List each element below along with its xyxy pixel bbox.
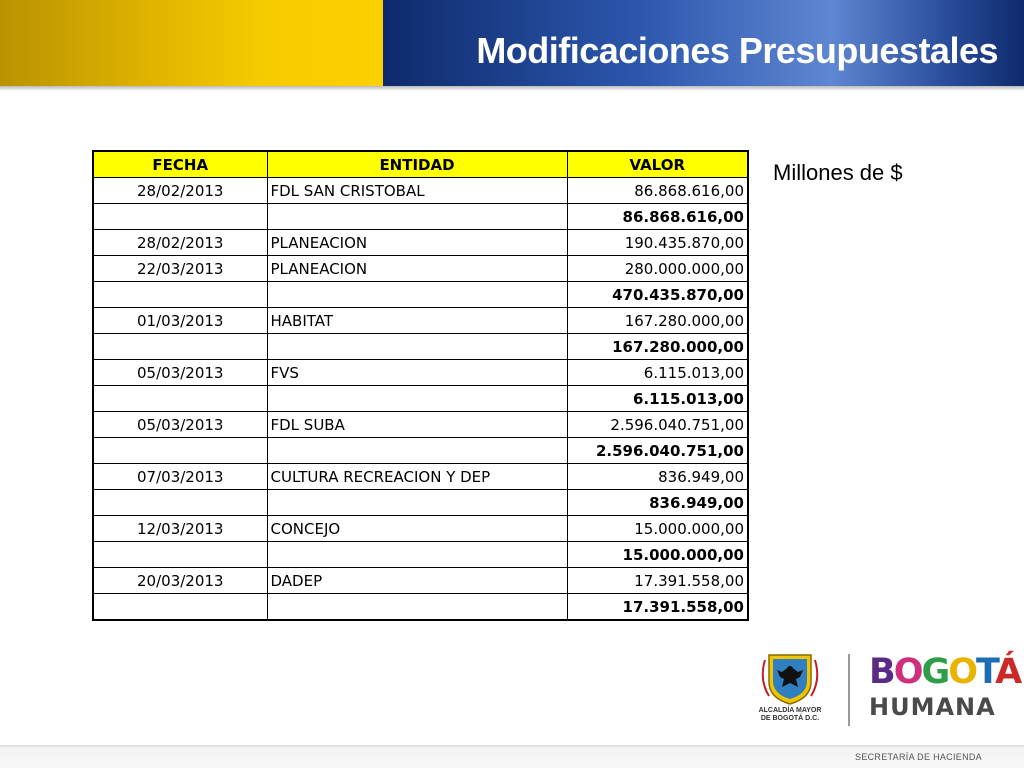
logo-divider xyxy=(848,654,850,726)
table-row xyxy=(93,256,748,282)
alcaldia-line-1: ALCALDÍA MAYOR xyxy=(758,707,822,714)
alcaldia-line-2: DE BOGOTÁ D.C. xyxy=(760,715,820,722)
bogota-coat-of-arms-icon xyxy=(755,652,825,706)
bogota-logo-letter: Á xyxy=(995,652,1021,692)
cell-fecha: 12/03/2013 xyxy=(93,516,267,542)
bogota-logo-word xyxy=(869,654,1020,690)
subtotal-row xyxy=(93,594,748,621)
cell-fecha xyxy=(93,282,267,308)
cell-entidad xyxy=(267,594,567,621)
cell-valor: 167.280.000,00 xyxy=(567,334,748,360)
page-title: Modificaciones Presupuestales xyxy=(476,30,998,71)
cell-fecha xyxy=(93,594,267,621)
cell-entidad: FDL SUBA xyxy=(267,412,567,438)
cell-fecha xyxy=(93,438,267,464)
bogota-logo-letter: B xyxy=(869,652,894,692)
cell-valor: 86.868.616,00 xyxy=(567,204,748,230)
cell-entidad: PLANEACION xyxy=(267,256,567,282)
table-body xyxy=(93,178,748,621)
cell-valor: 167.280.000,00 xyxy=(567,308,748,334)
cell-fecha: 20/03/2013 xyxy=(93,568,267,594)
bogota-logo-letter: O xyxy=(948,652,976,692)
cell-fecha: 28/02/2013 xyxy=(93,178,267,204)
subtotal-row xyxy=(93,334,748,360)
cell-fecha xyxy=(93,204,267,230)
cell-entidad: DADEP xyxy=(267,568,567,594)
subtotal-row xyxy=(93,542,748,568)
table-row xyxy=(93,308,748,334)
subtotal-row xyxy=(93,490,748,516)
cell-valor: 836.949,00 xyxy=(567,464,748,490)
cell-valor: 2.596.040.751,00 xyxy=(567,412,748,438)
table-row xyxy=(93,516,748,542)
cell-entidad xyxy=(267,282,567,308)
cell-fecha: 07/03/2013 xyxy=(93,464,267,490)
unit-note: Millones de $ xyxy=(773,160,903,185)
column-header-entidad: ENTIDAD xyxy=(267,151,567,178)
cell-entidad: FVS xyxy=(267,360,567,386)
bogota-logo-letter: G xyxy=(921,652,949,692)
subtotal-row xyxy=(93,386,748,412)
cell-entidad: HABITAT xyxy=(267,308,567,334)
header-gold-band xyxy=(0,0,383,86)
cell-valor: 15.000.000,00 xyxy=(567,516,748,542)
alcaldia-caption xyxy=(755,707,825,723)
cell-fecha xyxy=(93,542,267,568)
table-row xyxy=(93,230,748,256)
cell-valor: 190.435.870,00 xyxy=(567,230,748,256)
header-shadow xyxy=(0,86,1024,91)
cell-entidad: CULTURA RECREACION Y DEP xyxy=(267,464,567,490)
table-row xyxy=(93,360,748,386)
budget-table xyxy=(92,150,749,621)
table-row xyxy=(93,178,748,204)
cell-valor: 836.949,00 xyxy=(567,490,748,516)
cell-fecha: 01/03/2013 xyxy=(93,308,267,334)
cell-valor: 2.596.040.751,00 xyxy=(567,438,748,464)
cell-fecha: 05/03/2013 xyxy=(93,412,267,438)
table-row xyxy=(93,412,748,438)
cell-valor: 17.391.558,00 xyxy=(567,568,748,594)
subtotal-row xyxy=(93,204,748,230)
cell-valor: 470.435.870,00 xyxy=(567,282,748,308)
bogota-logo-letter: T xyxy=(975,652,996,692)
logo-area xyxy=(755,652,1021,732)
cell-fecha: 05/03/2013 xyxy=(93,360,267,386)
cell-valor: 6.115.013,00 xyxy=(567,386,748,412)
cell-entidad xyxy=(267,542,567,568)
table-header-row xyxy=(93,151,748,178)
footer-text: SECRETARÍA DE HACIENDA xyxy=(855,752,982,762)
cell-entidad xyxy=(267,490,567,516)
cell-entidad xyxy=(267,204,567,230)
cell-fecha xyxy=(93,334,267,360)
bogota-logo-letter: O xyxy=(893,652,922,692)
cell-fecha xyxy=(93,490,267,516)
cell-valor: 15.000.000,00 xyxy=(567,542,748,568)
cell-entidad xyxy=(267,438,567,464)
cell-entidad xyxy=(267,386,567,412)
humana-logo-word: HUMANA xyxy=(869,693,996,721)
cell-valor: 17.391.558,00 xyxy=(567,594,748,621)
cell-entidad xyxy=(267,334,567,360)
cell-entidad: CONCEJO xyxy=(267,516,567,542)
cell-entidad: PLANEACION xyxy=(267,230,567,256)
table-row xyxy=(93,568,748,594)
cell-valor: 280.000.000,00 xyxy=(567,256,748,282)
cell-entidad: FDL SAN CRISTOBAL xyxy=(267,178,567,204)
table-row xyxy=(93,464,748,490)
cell-valor: 86.868.616,00 xyxy=(567,178,748,204)
column-header-valor: VALOR xyxy=(567,151,748,178)
cell-valor: 6.115.013,00 xyxy=(567,360,748,386)
cell-fecha: 28/02/2013 xyxy=(93,230,267,256)
subtotal-row xyxy=(93,438,748,464)
column-header-fecha: FECHA xyxy=(93,151,267,178)
subtotal-row xyxy=(93,282,748,308)
cell-fecha: 22/03/2013 xyxy=(93,256,267,282)
cell-fecha xyxy=(93,386,267,412)
